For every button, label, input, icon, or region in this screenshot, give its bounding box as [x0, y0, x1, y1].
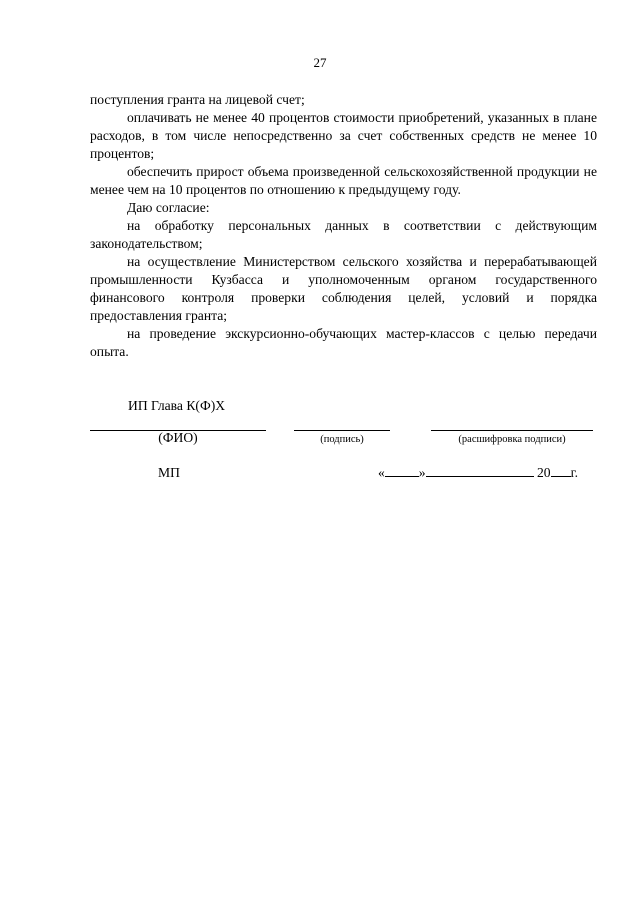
year-suffix: г.: [570, 465, 579, 480]
day-blank: [385, 465, 419, 477]
paragraph: оплачивать не менее 40 процентов стоимости приобретений, указанных в плане расходов, в том числе непосредственно за счет собственных средств не менее 10 процентов;: [90, 110, 597, 161]
paragraph: обеспечить прирост объема произведенной сельскохозяйственной продукции не менее чем на 10 процентов по отношению к предыдущему году.: [90, 164, 597, 197]
year-prefix: 20: [537, 465, 551, 480]
signature-line: [294, 430, 390, 431]
signature-decode-line: [431, 430, 593, 431]
paragraph: на проведение экскурсионно-обучающих мастер-классов с целью передачи опыта.: [90, 326, 597, 359]
page-number: 27: [313, 55, 327, 70]
fio-caption: (ФИО): [158, 430, 198, 445]
paragraph: поступления гранта на лицевой счет;: [90, 92, 305, 107]
signature-decode-caption: (расшифровка подписи): [458, 434, 566, 445]
stamp-label: МП: [158, 465, 180, 480]
paragraph: на обработку персональных данных в соответствии с действующим законодательством;: [90, 218, 597, 251]
date-close-quote: »: [418, 465, 426, 480]
date-open-quote: «: [378, 465, 385, 480]
date-line: [378, 465, 578, 481]
body-text: [90, 91, 597, 361]
year-blank: [551, 465, 571, 477]
signatory-heading: ИП Глава К(Ф)Х: [128, 398, 226, 413]
paragraph: Даю согласие:: [127, 200, 210, 215]
month-blank: [426, 465, 534, 477]
signature-caption: (подпись): [320, 434, 364, 445]
paragraph: на осуществление Министерством сельского хозяйства и перерабатывающей промышленности Кузбасса и уполномоченным органом государственного финансового контроля проверки соблюдения целей, условий и порядка предоставления гранта;: [90, 254, 597, 323]
